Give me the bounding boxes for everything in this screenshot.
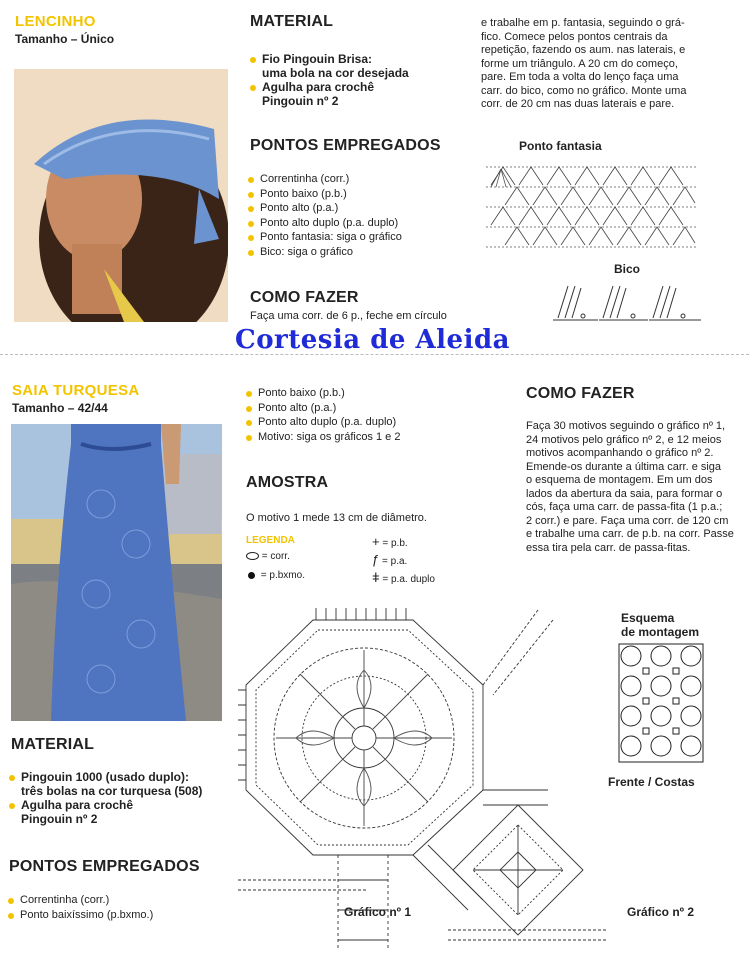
instruction-line: lados da abertura da saia, para formar o bbox=[526, 487, 723, 500]
grafico-2-label: Gráfico nº 2 bbox=[627, 905, 695, 919]
material-item: uma bola na cor desejada bbox=[262, 66, 409, 80]
crochet-diagram bbox=[238, 590, 608, 965]
saia-photo bbox=[11, 424, 222, 721]
ponto-item: Ponto alto duplo (p.a. duplo) bbox=[246, 415, 486, 430]
esquema-title bbox=[621, 611, 699, 639]
treble-symbol-icon: ǂ bbox=[372, 570, 380, 585]
saia-como-heading: COMO FAZER bbox=[526, 385, 635, 402]
lencinho-title: LENCINHO bbox=[15, 13, 96, 30]
ponto-item: Bico: siga o gráfico bbox=[248, 245, 468, 260]
credit-watermark: Cortesia de Aleida bbox=[235, 325, 510, 355]
material-item: Pingouin nº 2 bbox=[21, 812, 98, 826]
saia-material-list bbox=[9, 770, 239, 826]
legend-pa-duplo bbox=[372, 570, 435, 585]
instruction-line: 2 corr.) e pare. Faça uma corr. de 120 cm bbox=[526, 514, 729, 527]
ponto-item: Ponto alto (p.a.) bbox=[246, 401, 486, 416]
lencinho-instructions bbox=[481, 17, 741, 112]
chart-fantasia-label: Ponto fantasia bbox=[519, 139, 602, 153]
grafico-1-label: Gráfico nº 1 bbox=[344, 905, 412, 919]
instruction-line: Emende-os durante a última carr. e siga bbox=[526, 460, 722, 473]
esquema-montagem-diagram bbox=[617, 642, 705, 764]
double-crochet-symbol-icon: ƒ bbox=[372, 552, 380, 567]
instruction-line: essa tira pela carr. de passa-fitas. bbox=[526, 541, 691, 554]
lencinho-pontos-heading: PONTOS EMPREGADOS bbox=[250, 137, 441, 154]
ponto-item: Ponto baixo (p.b.) bbox=[248, 187, 468, 202]
legend-pb bbox=[372, 534, 408, 549]
legend-label: = p.b. bbox=[382, 538, 408, 549]
lencinho-material-heading: MATERIAL bbox=[250, 13, 334, 30]
material-item: Pingouin 1000 (usado duplo): bbox=[9, 770, 239, 784]
instruction-line: cós, faça uma carr. de passa-fita (1 p.a.; bbox=[526, 501, 723, 513]
legend-label: = p.a. bbox=[382, 556, 408, 567]
material-item: três bolas na cor turquesa (508) bbox=[21, 784, 203, 798]
ponto-item: Ponto baixíssimo (p.bxmo.) bbox=[8, 908, 228, 923]
instruction-line: pare. Em toda a volta do lenço faça uma bbox=[481, 71, 679, 83]
instruction-line: Faça 30 motivos seguindo o gráfico nº 1, bbox=[526, 420, 726, 432]
legend-corr bbox=[246, 551, 290, 562]
ponto-item: Ponto alto (p.a.) bbox=[248, 201, 468, 216]
lencinho-material-list bbox=[250, 52, 470, 108]
instruction-line: repetição, fazendo os aum. nas laterais, e bbox=[481, 44, 686, 56]
legend-label: = p.bxmo. bbox=[260, 570, 305, 581]
material-item: Fio Pingouin Brisa: bbox=[250, 52, 470, 66]
lencinho-size: Tamanho – Único bbox=[15, 32, 115, 46]
legend-pbxmo bbox=[248, 570, 305, 581]
lencinho-como-heading: COMO FAZER bbox=[250, 289, 359, 306]
ponto-item: Ponto fantasia: siga o gráfico bbox=[248, 230, 468, 245]
legend-label: = corr. bbox=[261, 551, 290, 562]
amostra-text: O motivo 1 mede 13 cm de diâmetro. bbox=[246, 512, 427, 524]
saia-material-heading: MATERIAL bbox=[11, 736, 95, 753]
saia-size: Tamanho – 42/44 bbox=[12, 401, 108, 415]
ponto-item: Correntinha (corr.) bbox=[8, 893, 228, 908]
saia-como-text bbox=[526, 420, 741, 555]
material-item: Pingouin nº 2 bbox=[262, 94, 339, 108]
esquema-title-line: de montagem bbox=[621, 625, 700, 639]
bico-chart bbox=[553, 278, 703, 323]
saia-title: SAIA TURQUESA bbox=[12, 382, 140, 399]
ponto-item: Ponto baixo (p.b.) bbox=[246, 386, 486, 401]
ponto-item: Ponto alto duplo (p.a. duplo) bbox=[248, 216, 468, 231]
lencinho-photo bbox=[14, 69, 228, 322]
material-item: Agulha para crochê bbox=[250, 80, 470, 94]
esquema-title-line: Esquema bbox=[621, 611, 675, 625]
instruction-line: 24 motivos pelo gráfico nº 2, e 12 meios bbox=[526, 433, 722, 446]
chart-bico-label: Bico bbox=[614, 262, 641, 276]
instruction-line: o esquema de montagem. Em um dos bbox=[526, 474, 713, 486]
section-divider bbox=[0, 354, 749, 355]
legend-label: = p.a. duplo bbox=[382, 574, 435, 585]
instruction-line: carr. do bico, como no gráfico. Monte uma bbox=[481, 84, 687, 97]
lencinho-como-text: Faça uma corr. de 6 p., feche em círculo bbox=[250, 310, 447, 322]
instruction-line: e trabalhe em p. fantasia, seguindo o grá- bbox=[481, 17, 685, 29]
instruction-line: fico. Comece pelos pontos centrais da bbox=[481, 30, 668, 43]
esquema-caption: Frente / Costas bbox=[608, 775, 695, 789]
cross-symbol-icon: + bbox=[372, 534, 380, 549]
saia-pontos-list bbox=[8, 893, 228, 922]
amostra-heading: AMOSTRA bbox=[246, 474, 329, 491]
instruction-line: forme um triângulo. A 20 cm do começo, bbox=[481, 57, 678, 70]
instruction-line: e trabalhe uma carr. de p.b. na corr. Passe bbox=[526, 528, 734, 540]
legend-pa bbox=[372, 552, 407, 567]
ponto-item: Correntinha (corr.) bbox=[248, 172, 468, 187]
ponto-fantasia-chart bbox=[481, 157, 701, 257]
instruction-line: motivos acompanhando o gráfico nº 2. bbox=[526, 447, 714, 459]
lencinho-pontos-list bbox=[248, 172, 468, 259]
dot-symbol-icon bbox=[248, 572, 255, 579]
instruction-line: corr. de 20 cm nas duas laterais e pare. bbox=[481, 98, 675, 110]
material-item: Agulha para crochê bbox=[9, 798, 239, 812]
chain-symbol-icon bbox=[246, 552, 259, 560]
saia-pontos-list-cont bbox=[246, 386, 486, 444]
saia-pontos-heading: PONTOS EMPREGADOS bbox=[9, 858, 200, 875]
legenda-title: LEGENDA bbox=[246, 535, 295, 546]
ponto-item: Motivo: siga os gráficos 1 e 2 bbox=[246, 430, 486, 445]
